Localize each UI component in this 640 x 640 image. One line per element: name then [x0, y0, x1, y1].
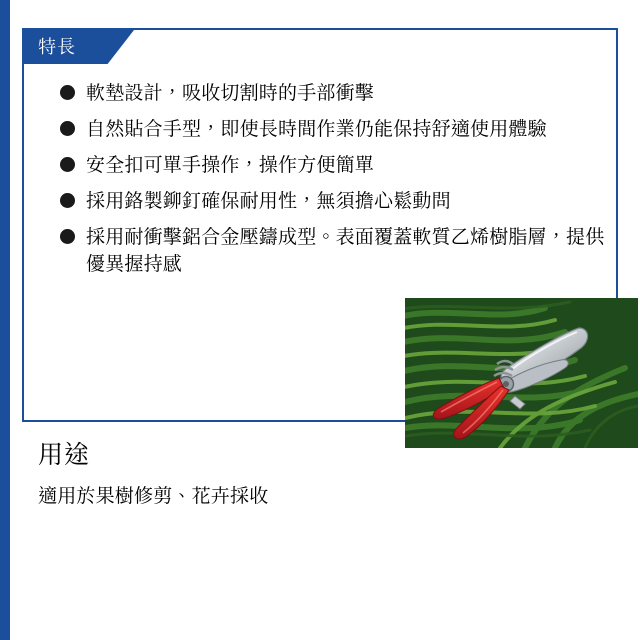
list-item — [60, 224, 608, 278]
list-item-label: 安全扣可單手操作，操作方便簡單 — [86, 155, 375, 176]
left-accent-bar — [0, 0, 10, 640]
list-item — [60, 152, 608, 179]
list-item — [60, 188, 608, 215]
bullet-dot-icon — [60, 121, 75, 136]
feature-bullet-list — [60, 80, 608, 287]
list-item — [60, 116, 608, 143]
list-item-label: 軟墊設計，吸收切割時的手部衝擊 — [86, 83, 375, 104]
feature-panel — [22, 28, 618, 422]
list-item — [60, 80, 608, 107]
list-item-label: 採用耐衝擊鋁合金壓鑄成型。表面覆蓋軟質乙烯樹脂層，提供優異握持感 — [86, 227, 605, 275]
usage-description: 適用於果樹修剪、花卉採收 — [38, 486, 269, 507]
bullet-dot-icon — [60, 85, 75, 100]
bullet-dot-icon — [60, 229, 75, 244]
usage-heading: 用途 — [38, 441, 91, 469]
product-photo — [405, 298, 638, 448]
list-item-label: 採用鉻製鉚釘確保耐用性，無須擔心鬆動問 — [86, 191, 451, 212]
list-item-label: 自然貼合手型，即使長時間作業仍能保持舒適使用體驗 — [86, 119, 547, 140]
bullet-dot-icon — [60, 193, 75, 208]
bullet-dot-icon — [60, 157, 75, 172]
feature-panel-title: 特長 — [38, 37, 76, 57]
